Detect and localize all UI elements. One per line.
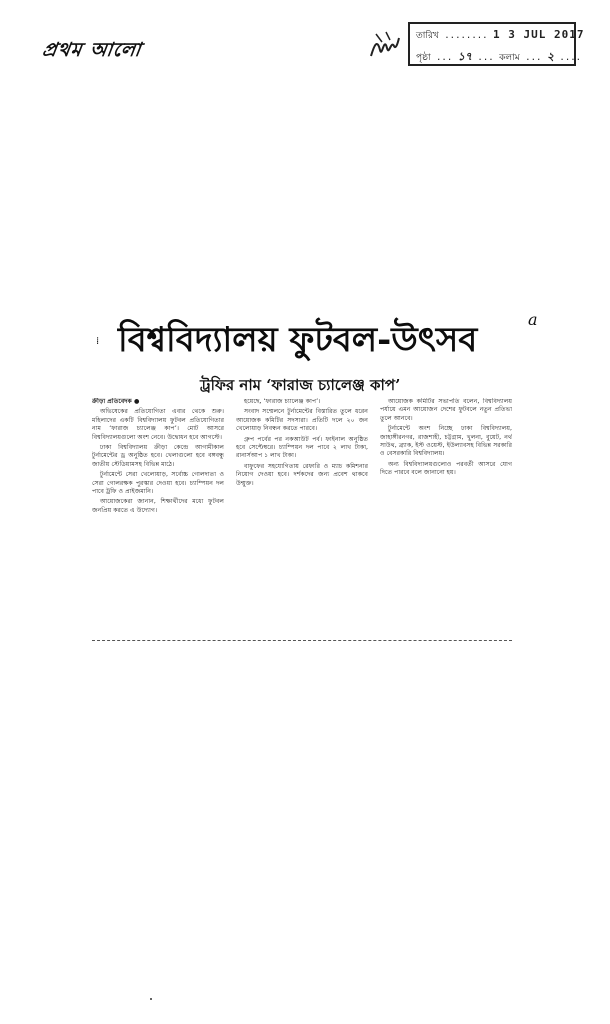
date-stamp bbox=[408, 22, 585, 66]
paragraph: সংবাদ সম্মেলনে টুর্নামেন্টের বিস্তারিত তুলে ধরেন আয়োজক কমিটির সদস্যরা। প্রতিটি দলে ২০ জন খেলোয়াড় নিবন্ধন করতে পারবে। bbox=[236, 408, 368, 433]
stamp-page-row: পৃষ্ঠা ... ১৭ ... কলাম ... ২ .... bbox=[416, 50, 582, 63]
clipping-cut-line bbox=[92, 640, 512, 641]
paragraph: অভিষেকের প্রতিযোগিতা এবার থেকে শুরু। মহিলাদের একটি বিশ্ববিদ্যালয় ফুটবল প্রতিযোগিতার নাম ‘ফারাজ চ্যালেঞ্জ কাপ’। মোট আসরে বিশ্ববিদ্যালয়গুলো অংশ নেবে। উদ্বোধন হবে আগস্টে। bbox=[92, 408, 224, 441]
paragraph: আয়োজকেরা জানান, শিক্ষার্থীদের মধ্যে ফুটবল জনপ্রিয় করতে এ উদ্যোগ। bbox=[92, 498, 224, 514]
stamp-page-value: ১৭ bbox=[457, 50, 472, 63]
stamp-page-label: পৃষ্ঠা bbox=[416, 53, 431, 63]
margin-note: а bbox=[528, 310, 538, 329]
stamp-date-row: তারিখ ........ 1 3 JUL 2017 bbox=[416, 28, 585, 41]
paragraph: হয়েছে, ‘ফারাজ চ্যালেঞ্জ কাপ’। bbox=[244, 398, 321, 405]
margin-tick-icon: ⁞ bbox=[96, 336, 100, 347]
article-byline: ক্রীড়া প্রতিবেদক ● bbox=[92, 398, 140, 405]
scan-speck bbox=[150, 998, 152, 1000]
stamp-date-label: তারিখ bbox=[416, 31, 439, 41]
handwritten-signature-mark bbox=[368, 28, 402, 64]
paragraph: টুর্নামেন্টে সেরা খেলোয়াড়, সর্বোচ্চ গোলদাতা ও সেরা গোলরক্ষক পুরস্কার দেওয়া হবে। চ্যাম্পিয়ন দল পাবে ট্রফি ও প্রাইজমানি। bbox=[92, 471, 224, 496]
paragraph: আয়োজক কমিটির সভাপতি বলেন, বিশ্ববিদ্যালয় পর্যায়ে এমন আয়োজন দেশের ফুটবলে নতুন প্রতিভা তুলে আনবে। bbox=[380, 398, 512, 422]
stamp-column-value: ২ bbox=[546, 50, 554, 63]
paragraph: টুর্নামেন্টে অংশ নিচ্ছে ঢাকা বিশ্ববিদ্যালয়, জাহাঙ্গীরনগর, রাজশাহী, চট্টগ্রাম, খুলনা, বুয়েট, নর্থ সাউথ, ব্র্যাক, ইস্ট ওয়েস্ট, ইউল্যাবসহ বিভিন্ন সরকারি ও বেসরকারি বিশ্ববিদ্যালয়। bbox=[380, 425, 512, 458]
paragraph: গ্রুপ পর্বের পর নকআউট পর্ব। ফাইনাল অনুষ্ঠিত হবে সেপ্টেম্বরে। চ্যাম্পিয়ন দল পাবে ২ লাখ টাকা, রানার্সআপ ১ লাখ টাকা। bbox=[236, 435, 368, 460]
article-headline: বিশ্ববিদ্যালয় ফুটবল-উৎসব bbox=[118, 320, 478, 360]
paragraph: বাফুফের সহযোগিতায় রেফারি ও ম্যাচ কমিশনার নিয়োগ দেওয়া হবে। দর্শকদের জন্য প্রবেশ থাকবে উন্মুক্ত। bbox=[236, 462, 368, 487]
article-subheadline: ট্রফির নাম ‘ফারাজ চ্যালেঞ্জ কাপ’ bbox=[200, 376, 401, 394]
stamp-date-value: 1 3 JUL 2017 bbox=[493, 28, 585, 41]
article-column-3 bbox=[380, 398, 512, 638]
newspaper-masthead: প্রথম আলো bbox=[40, 39, 143, 61]
paragraph: অন্য বিশ্ববিদ্যালয়গুলোও পরবর্তী আসরে যোগ দিতে পারবে বলে জানানো হয়। bbox=[380, 460, 512, 477]
article-column-2 bbox=[236, 398, 368, 638]
article-body bbox=[92, 398, 512, 638]
article-column-1 bbox=[92, 398, 224, 638]
paragraph: ঢাকা বিশ্ববিদ্যালয় ক্রীড়া কেন্দ্রে আগামীকাল টুর্নামেন্টের ড্র অনুষ্ঠিত হবে। খেলাগুলো হবে বঙ্গবন্ধু জাতীয় স্টেডিয়ামসহ বিভিন্ন মাঠে। bbox=[92, 444, 224, 468]
stamp-column-label: কলাম bbox=[499, 53, 520, 63]
